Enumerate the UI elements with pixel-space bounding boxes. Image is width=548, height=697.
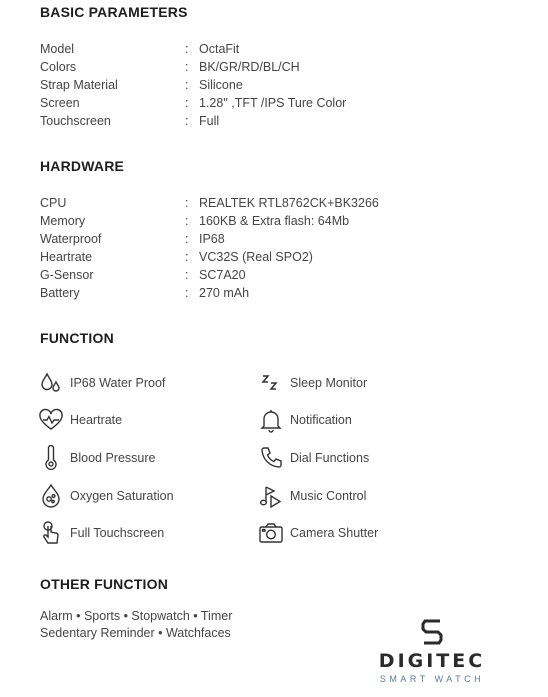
function-item-oxygen-saturation xyxy=(36,481,174,511)
spec-row-touchscreen xyxy=(40,112,420,130)
spec-value: BK/GR/RD/BL/CH xyxy=(199,60,300,74)
spec-colon: : xyxy=(185,114,189,128)
spec-label: Battery xyxy=(40,286,80,300)
oxygen-drop-icon xyxy=(36,481,66,511)
spec-row-heartrate xyxy=(40,248,420,266)
spec-row-colors xyxy=(40,58,420,76)
hardware-title: HARDWARE xyxy=(40,158,125,174)
spec-colon: : xyxy=(185,214,189,228)
spec-colon: : xyxy=(185,250,189,264)
brand-name: DIGITEC xyxy=(378,650,486,672)
spec-label: Colors xyxy=(40,60,77,74)
touch-hand-icon xyxy=(36,518,66,548)
spec-value: 1.28" ,TFT /IPS Ture Color xyxy=(199,96,347,110)
spec-value: Full xyxy=(199,114,220,128)
spec-row-cpu xyxy=(40,194,420,212)
spec-value: Silicone xyxy=(199,78,243,92)
spec-row-model xyxy=(40,40,420,58)
spec-value: IP68 xyxy=(199,232,225,246)
spec-label: Screen xyxy=(40,96,80,110)
spec-value: 160KB & Extra flash: 64Mb xyxy=(199,214,350,228)
other-function-title: OTHER FUNCTION xyxy=(40,576,169,592)
other-function-line-2: Sedentary Reminder • Watchfaces xyxy=(40,626,231,640)
spec-value: REALTEK RTL8762CK+BK3266 xyxy=(199,196,379,210)
basic-parameters-title: BASIC PARAMETERS xyxy=(40,4,188,20)
sleep-zz-icon xyxy=(256,368,286,398)
spec-colon: : xyxy=(185,268,189,282)
spec-colon: : xyxy=(185,286,189,300)
function-item-full-touchscreen xyxy=(36,518,164,548)
spec-colon: : xyxy=(185,232,189,246)
hardware-table xyxy=(40,194,420,302)
function-label: Blood Pressure xyxy=(70,451,156,465)
function-item-music-control xyxy=(256,481,366,511)
function-label: Notification xyxy=(290,413,352,427)
spec-label: Heartrate xyxy=(40,250,93,264)
function-item-blood-pressure xyxy=(36,443,155,473)
function-item-sleep-monitor xyxy=(256,368,367,398)
thermometer-icon xyxy=(36,443,66,473)
phone-icon xyxy=(256,443,286,473)
function-item-dial-functions xyxy=(256,443,369,473)
function-label: Music Control xyxy=(290,489,367,503)
spec-label: CPU xyxy=(40,196,67,210)
spec-row-strap-material xyxy=(40,76,420,94)
spec-value: SC7A20 xyxy=(199,268,246,282)
spec-colon: : xyxy=(185,78,189,92)
spec-label: G-Sensor xyxy=(40,268,94,282)
basic-parameters-table xyxy=(40,40,420,130)
function-label: Heartrate xyxy=(70,413,123,427)
spec-row-battery xyxy=(40,284,420,302)
other-function-line-1: Alarm • Sports • Stopwatch • Timer xyxy=(40,609,233,623)
water-drops-icon xyxy=(36,368,66,398)
spec-value: VC32S (Real SPO2) xyxy=(199,250,313,264)
spec-label: Waterproof xyxy=(40,232,102,246)
spec-row-waterproof xyxy=(40,230,420,248)
brand-block xyxy=(364,618,500,684)
spec-row-screen xyxy=(40,94,420,112)
function-item-notification xyxy=(256,405,352,435)
bell-icon xyxy=(256,405,286,435)
function-label: IP68 Water Proof xyxy=(70,376,166,390)
spec-row-g-sensor xyxy=(40,266,420,284)
heart-pulse-icon xyxy=(36,405,66,435)
digitec-s-logo-icon xyxy=(419,618,445,646)
spec-label: Touchscreen xyxy=(40,114,111,128)
spec-value: 270 mAh xyxy=(199,286,250,300)
spec-label: Model xyxy=(40,42,75,56)
spec-colon: : xyxy=(185,196,189,210)
function-item-camera-shutter xyxy=(256,518,378,548)
spec-colon: : xyxy=(185,60,189,74)
function-label: Full Touchscreen xyxy=(70,526,165,540)
function-label: Camera Shutter xyxy=(290,526,379,540)
camera-icon xyxy=(256,518,286,548)
function-label: Oxygen Saturation xyxy=(70,489,174,503)
spec-value: OctaFit xyxy=(199,42,240,56)
spec-colon: : xyxy=(185,96,189,110)
spec-colon: : xyxy=(185,42,189,56)
function-label: Sleep Monitor xyxy=(290,376,368,390)
spec-row-memory xyxy=(40,212,420,230)
brand-tagline: SMART WATCH xyxy=(379,674,485,684)
spec-label: Strap Material xyxy=(40,78,118,92)
function-item-water-proof xyxy=(36,368,165,398)
function-label: Dial Functions xyxy=(290,451,370,465)
music-note-icon xyxy=(256,481,286,511)
spec-label: Memory xyxy=(40,214,86,228)
function-title: FUNCTION xyxy=(40,330,114,346)
function-item-heartrate xyxy=(36,405,122,435)
